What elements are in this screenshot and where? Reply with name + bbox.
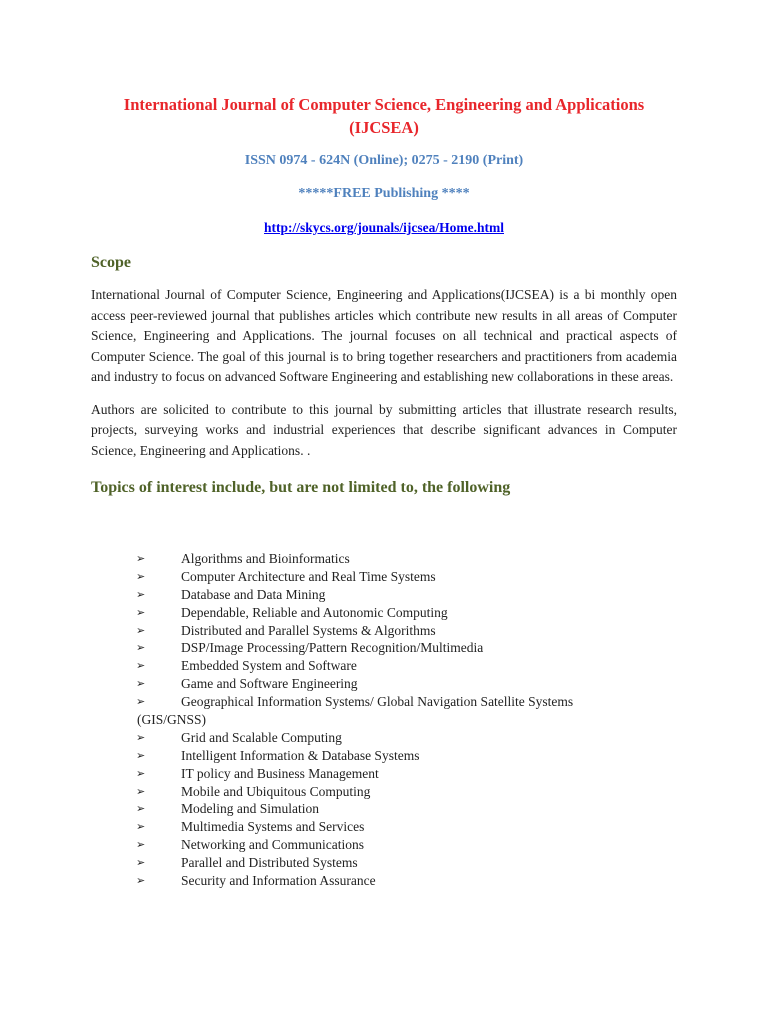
topic-label: IT policy and Business Management <box>181 765 379 781</box>
arrow-bullet-icon: ➢ <box>136 856 146 870</box>
list-item <box>91 783 677 801</box>
arrow-bullet-icon: ➢ <box>136 802 146 816</box>
topic-label: Security and Information Assurance <box>181 873 376 889</box>
topic-label: Embedded System and Software <box>181 658 357 674</box>
free-publishing-line: *****FREE Publishing **** <box>298 186 470 201</box>
scope-paragraph-2: Authors are solicited to contribute to this journal by submitting articles that illustrate research results, projects, surveying works and industrial experiences that describe significant advances in Computer Science, Engineering and Applications. . <box>91 401 677 458</box>
topic-label: Networking and Communications <box>181 837 364 853</box>
topic-label: Game and Software Engineering <box>181 676 358 692</box>
arrow-bullet-icon: ➢ <box>136 623 146 637</box>
arrow-bullet-icon: ➢ <box>136 587 146 601</box>
journal-title: International Journal of Computer Science, Engineering and Applications (IJCSEA) <box>123 95 645 137</box>
topic-label: Intelligent Information & Database Systems <box>181 747 420 763</box>
arrow-bullet-icon: ➢ <box>136 784 146 798</box>
list-item <box>91 622 677 640</box>
list-item <box>91 818 677 836</box>
arrow-bullet-icon: ➢ <box>136 641 146 655</box>
journal-url-line <box>91 219 677 237</box>
topic-label: Algorithms and Bioinformatics <box>181 551 350 566</box>
arrow-bullet-icon: ➢ <box>136 730 146 744</box>
list-item <box>91 675 677 693</box>
list-item <box>91 872 677 890</box>
arrow-bullet-icon: ➢ <box>136 820 146 834</box>
scope-heading: Scope <box>91 254 131 271</box>
list-item <box>91 604 677 622</box>
topics-heading: Topics of interest include, but are not limited to, the following <box>91 479 511 496</box>
list-item <box>91 657 677 675</box>
list-item <box>91 765 677 783</box>
arrow-bullet-icon: ➢ <box>136 695 146 709</box>
topic-label: Multimedia Systems and Services <box>181 819 365 835</box>
arrow-bullet-icon: ➢ <box>136 766 146 780</box>
list-item <box>91 854 677 872</box>
topic-label: Computer Architecture and Real Time Systems <box>181 568 436 584</box>
arrow-bullet-icon: ➢ <box>136 677 146 691</box>
list-item <box>91 836 677 854</box>
list-item <box>91 693 677 711</box>
list-item <box>91 729 677 747</box>
issn-line: ISSN 0974 - 624N (Online); 0275 - 2190 (Print) <box>244 153 524 168</box>
arrow-bullet-icon: ➢ <box>136 748 146 762</box>
arrow-bullet-icon: ➢ <box>136 552 146 565</box>
topic-label: Geographical Information Systems/ Global Navigation Satellite Systems <box>181 694 574 710</box>
list-item <box>91 586 677 604</box>
scope-paragraph-1: International Journal of Computer Science, Engineering and Applications(IJCSEA) is a bi monthly open access peer-reviewed journal that publishes articles which contribute new results in all areas of Computer Science, Engineering and Applications. The journal focuses on all technical and practical aspects of Computer Science. The goal of this journal is to bring together researchers and practitioners from academia and industry to focus on advanced Software Engineering and establishing new collaborations in these areas. <box>91 287 677 384</box>
topic-label: Grid and Scalable Computing <box>181 729 342 745</box>
arrow-bullet-icon: ➢ <box>136 659 146 673</box>
topic-label: Mobile and Ubiquitous Computing <box>181 783 371 799</box>
topic-label: Distributed and Parallel Systems & Algorithms <box>181 622 436 638</box>
list-item <box>91 550 677 568</box>
topic-label: Parallel and Distributed Systems <box>181 855 358 871</box>
arrow-bullet-icon: ➢ <box>136 605 146 619</box>
list-item-continuation <box>91 711 677 729</box>
topic-label: Modeling and Simulation <box>181 801 319 817</box>
arrow-bullet-icon: ➢ <box>136 874 146 888</box>
arrow-bullet-icon: ➢ <box>136 569 146 583</box>
topic-label: DSP/Image Processing/Pattern Recognition/Multimedia <box>181 640 484 656</box>
journal-url-link[interactable]: http://skycs.org/jounals/ijcsea/Home.html <box>264 220 504 235</box>
list-item <box>91 747 677 765</box>
arrow-bullet-icon: ➢ <box>136 838 146 852</box>
list-item <box>91 568 677 586</box>
topic-label: Dependable, Reliable and Autonomic Computing <box>181 604 448 620</box>
list-item <box>91 800 677 818</box>
topic-label-continuation: (GIS/GNSS) <box>137 712 207 728</box>
topic-label: Database and Data Mining <box>181 586 326 602</box>
list-item <box>91 639 677 657</box>
topics-list <box>91 550 677 890</box>
